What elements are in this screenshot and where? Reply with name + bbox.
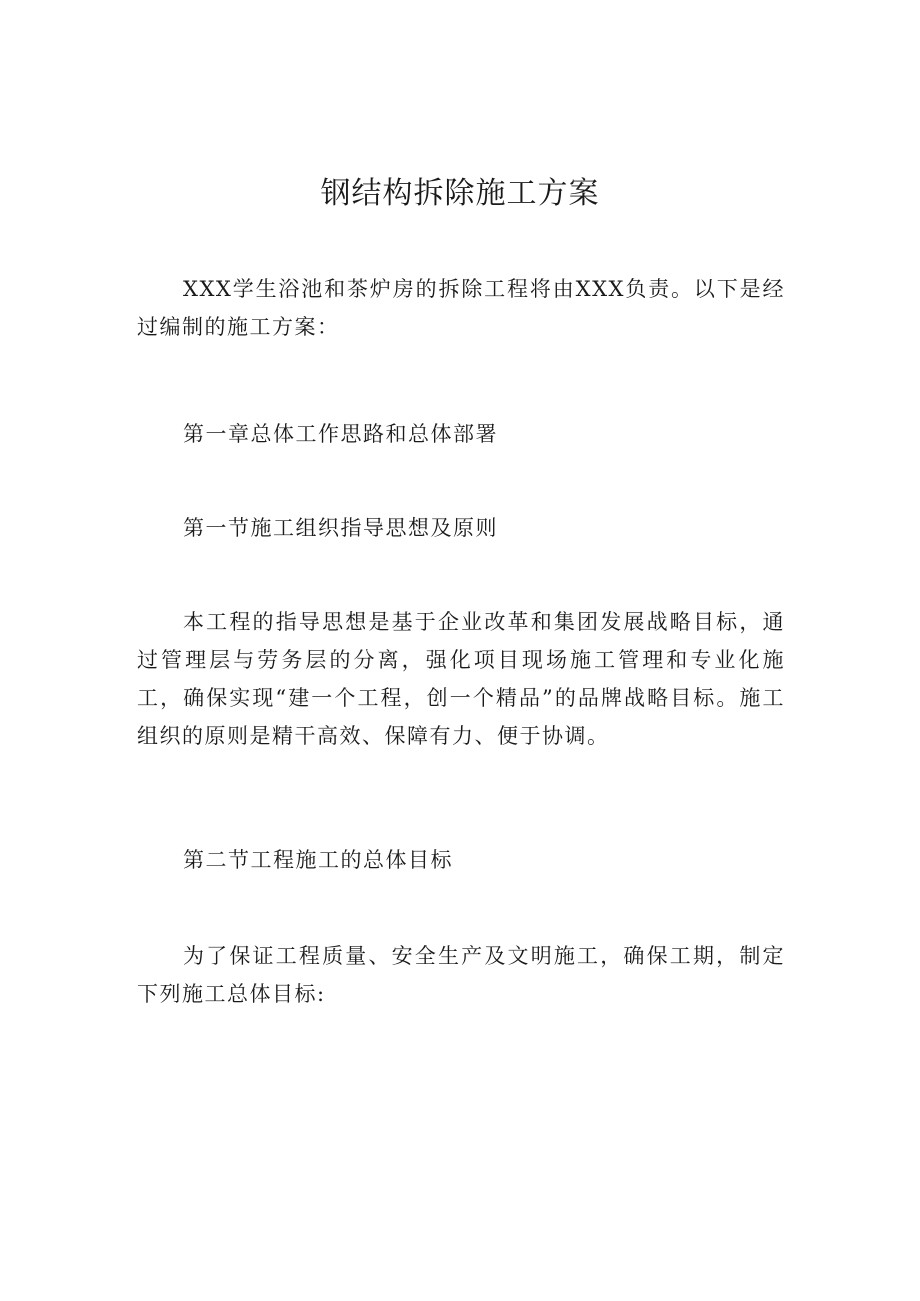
section1-paragraph: 本工程的指导思想是基于企业改革和集团发展战略目标，通过管理层与劳务层的分离，强化项目现场施工管理和专业化施工，确保实现“建一个工程，创一个精品”的品牌战略目标。施工组织的原则是精干高效、保障有力、便于协调。 — [137, 610, 785, 748]
section2-heading: 第二节工程施工的总体目标 — [183, 848, 453, 872]
document-title: 钢结构拆除施工方案 — [320, 176, 600, 211]
section2-paragraph: 为了保证工程质量、安全生产及文明施工，确保工期，制定下列施工总体目标: — [137, 944, 785, 1006]
chapter1-heading: 第一章总体工作思路和总体部署 — [183, 422, 498, 446]
section1-heading: 第一节施工组织指导思想及原则 — [183, 516, 498, 540]
intro-paragraph: XXX学生浴池和茶炉房的拆除工程将由XXX负责。以下是经过编制的施工方案： — [137, 277, 785, 339]
